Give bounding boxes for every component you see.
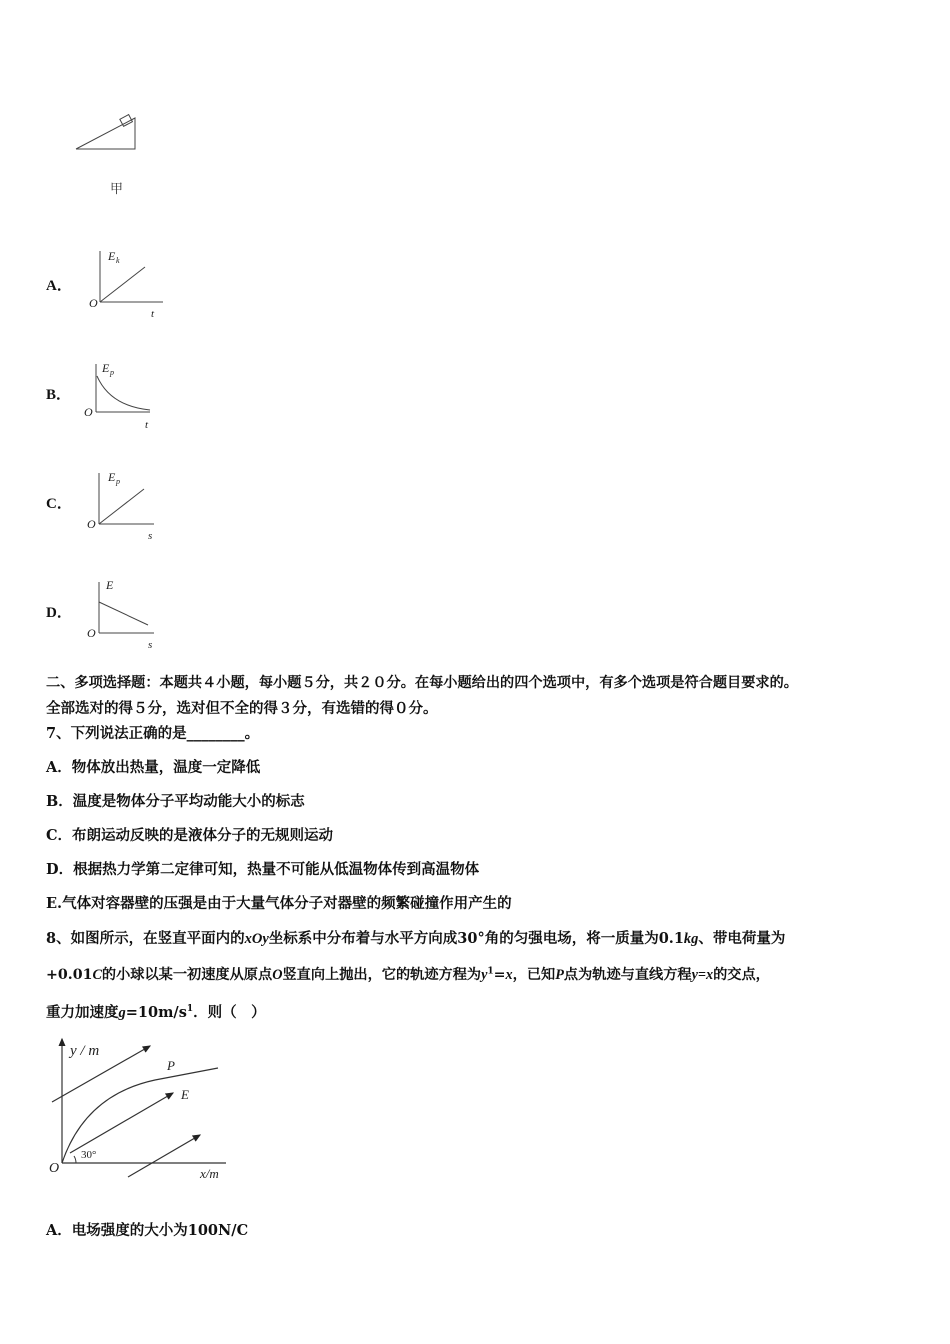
origin-label: O [87,517,96,531]
section2-line2: 全部选对的得５分，选对但不全的得３分，有选错的得０分。 [46,700,438,717]
q8-field-figure [40,1035,240,1185]
field-line [70,1093,173,1153]
q8-line3: 重力加速度$g=10m/s^1$．则（ ） [46,1004,266,1021]
q7-option-d: D．根据热力学第二定律可知，热量不可能从低温物体传到高温物体 [46,861,480,878]
option-c-graph [82,465,172,545]
field-label: E [181,1087,189,1102]
field-line [128,1135,200,1177]
option-c-letter: C． [46,496,72,512]
option-b-graph [80,356,170,436]
graph-curve [97,376,150,410]
point-p-label: P [167,1058,175,1073]
incline-caption: 甲 [110,182,124,197]
y-axis-label: E [108,470,116,484]
graph-line [100,267,145,302]
origin-label: O [49,1161,60,1176]
y-axis-label: E [108,249,116,263]
graph-line [99,489,144,524]
option-a-letter: A． [46,278,72,294]
origin-label: O [89,296,98,310]
q7-option-e: E.气体对容器壁的压强是由于大量气体分子对器壁的频繁碰撞作用产生的 [46,895,512,912]
q7-stem: 7、下列说法正确的是________。 [46,725,260,742]
x-axis-label: x/m [200,1166,219,1181]
origin-label: O [84,405,93,419]
angle-label: 30° [81,1149,97,1161]
x-axis-label: t [145,419,149,431]
q8-line1: 8、如图所示，在竖直平面内的xOy坐标系中分布着与水平方向成30°角的匀强电场，将一质量为0.1kg、带电荷量为 [46,930,786,947]
y-axis-sub: p [110,368,114,377]
x-axis-label: s [148,530,153,542]
incline-diagram [70,110,150,160]
y-axis-label: y / m [70,1043,100,1059]
option-d-letter: D． [46,605,72,621]
angle-arc [74,1156,76,1163]
incline-figure [70,110,150,160]
y-axis-sub: p [116,477,120,486]
option-a-graph [85,245,175,325]
field-line [52,1046,150,1102]
x-axis-label: t [151,308,155,320]
q7-option-c: C．布朗运动反映的是液体分子的无规则运动 [46,827,334,844]
y-axis-label: E [102,361,110,375]
q7-option-b: B．温度是物体分子平均动能大小的标志 [46,793,305,810]
graph-line [99,602,148,625]
origin-label: O [87,626,96,640]
option-d-graph [82,574,172,654]
y-axis-sub: k [116,256,120,265]
section2-line1: 二、多项选择题：本题共４小题，每小题５分，共２０分。在每小题给出的四个选项中，有多个选项是符合题目要求的。 [46,675,798,691]
q8-line2: +0.01C的小球以某一初速度从原点O竖直向上抛出，它的轨迹方程为$y^1=x$，已知P点为轨迹与直线方程y=x的交点， [46,966,770,983]
q7-option-a: A．物体放出热量，温度一定降低 [46,759,261,776]
x-axis-label: s [148,639,153,651]
y-axis-label: E [106,578,114,592]
option-b-letter: B． [46,387,72,403]
q8-option-a: A．电场强度的大小为100N/C [46,1222,249,1239]
